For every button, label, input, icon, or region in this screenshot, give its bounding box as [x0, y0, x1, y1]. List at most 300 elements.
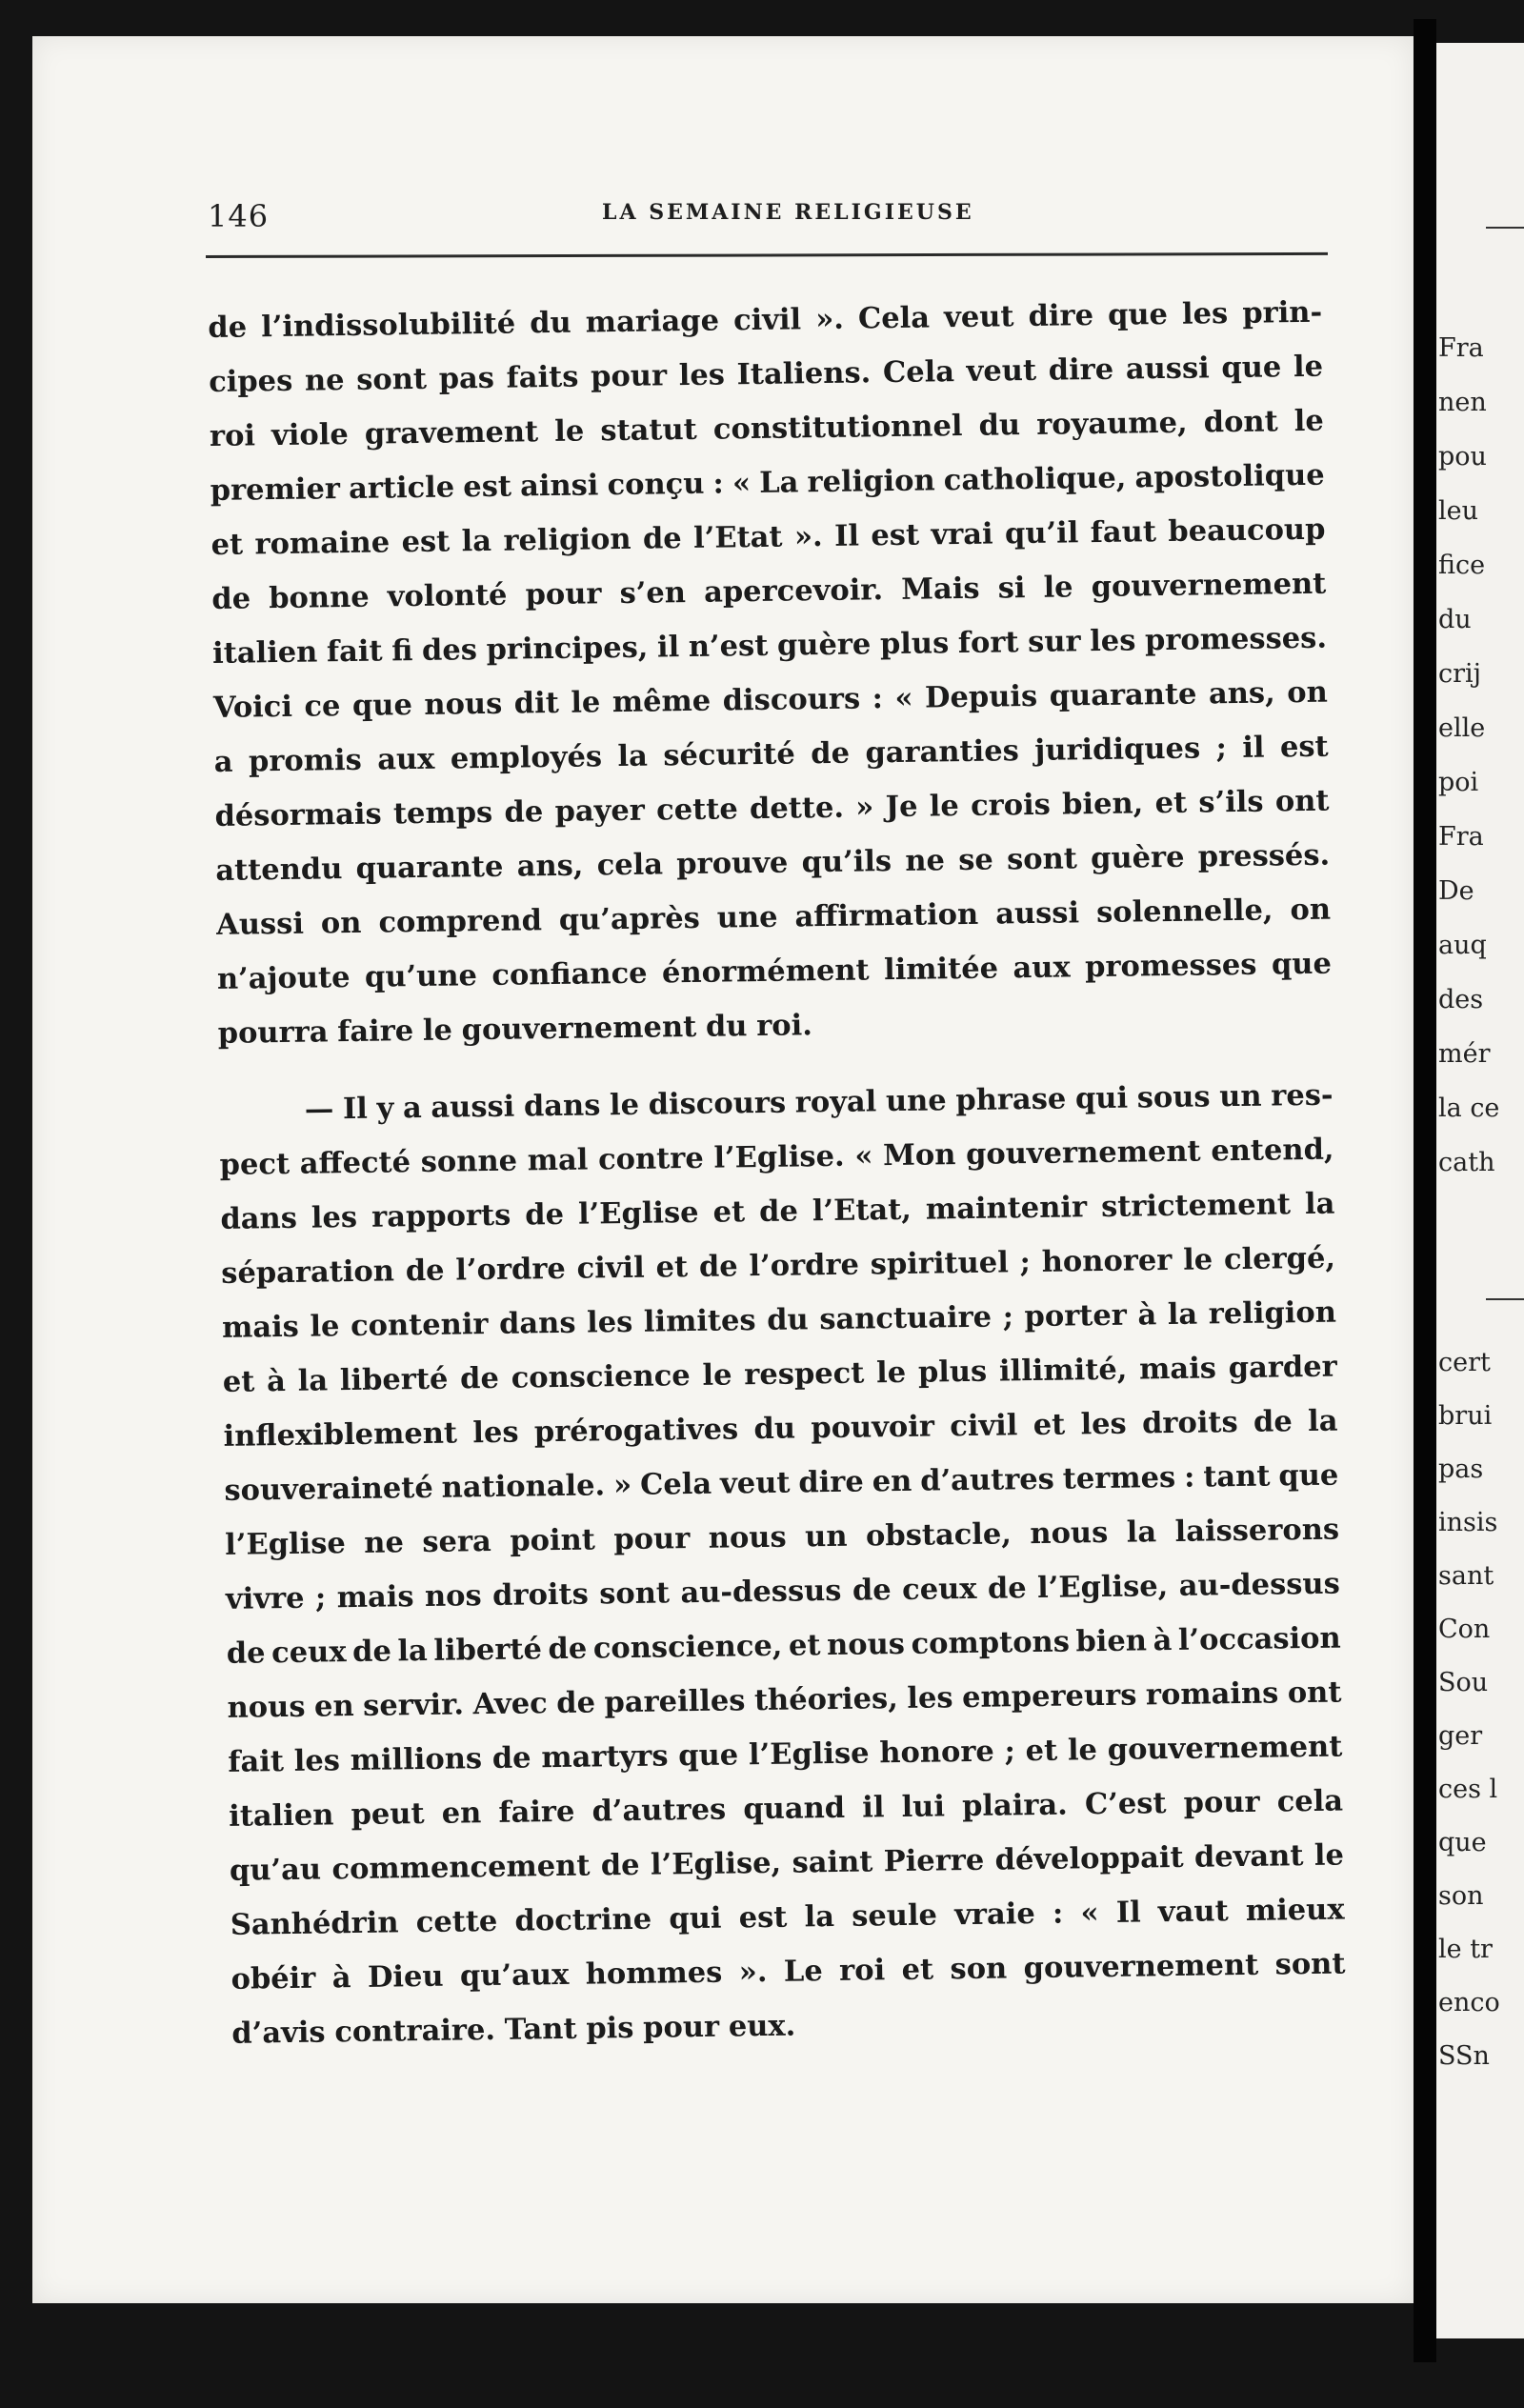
facing-page-line: enco: [1438, 1988, 1500, 2017]
word: s’ils: [1198, 784, 1264, 820]
word: et: [901, 1952, 934, 1987]
word: aux: [376, 741, 435, 777]
word: prouve: [676, 845, 789, 882]
word: de: [351, 1634, 392, 1670]
word: droits: [491, 1576, 589, 1613]
word: Mon: [882, 1137, 956, 1174]
facing-page-line: nen: [1438, 388, 1487, 417]
word: de: [555, 1685, 596, 1721]
word: guère: [1090, 839, 1185, 876]
word: ceux: [901, 1571, 977, 1607]
word: et: [211, 527, 244, 562]
word: d’avis: [231, 2015, 326, 2051]
word: ce: [304, 689, 341, 724]
word: nos: [424, 1578, 482, 1614]
word: on: [320, 905, 362, 941]
word: de: [491, 1740, 531, 1776]
word: Dieu: [367, 1958, 444, 1995]
word: l’Etat: [692, 519, 783, 555]
word: mieux: [1245, 1892, 1345, 1928]
word: gouvernement: [1107, 1729, 1343, 1767]
word: romains: [1145, 1676, 1279, 1713]
word: aussi: [1125, 351, 1210, 387]
word: :: [872, 681, 884, 716]
word: l’Eglise.: [713, 1138, 845, 1175]
word: saint: [792, 1844, 873, 1880]
word: les: [907, 1680, 953, 1716]
word: que: [1271, 946, 1333, 982]
word: Je: [885, 789, 918, 825]
word: phrase: [955, 1081, 1067, 1118]
word: porter: [1024, 1297, 1128, 1334]
word: le: [1313, 1837, 1345, 1873]
word: cipes: [208, 363, 293, 399]
word: le: [875, 1354, 907, 1391]
word: et: [222, 1364, 255, 1399]
facing-page-line: pas: [1438, 1455, 1484, 1484]
word: dire: [1028, 298, 1094, 333]
word: constitutionnel: [712, 408, 963, 447]
word: qu’aux: [459, 1956, 570, 1994]
word: veut: [719, 1465, 791, 1501]
word: le: [310, 1309, 340, 1344]
word: même: [612, 683, 712, 720]
word: Mais: [901, 571, 980, 607]
word: conscience: [511, 1358, 691, 1395]
facing-page-line: cert: [1438, 1348, 1491, 1377]
word: de: [504, 794, 544, 830]
word: volonté: [387, 577, 508, 614]
word: un: [804, 1518, 848, 1555]
word: de: [405, 1253, 445, 1289]
word: le: [1293, 403, 1325, 439]
word: vivre: [225, 1580, 305, 1616]
word: dire: [1048, 351, 1114, 388]
word: sur: [1027, 624, 1081, 660]
word: fi: [391, 633, 413, 669]
word: vraie: [953, 1896, 1035, 1933]
word: que: [1278, 1457, 1339, 1494]
facing-page-line: pou: [1438, 442, 1487, 472]
facing-page-line: ger: [1438, 1721, 1483, 1751]
word: »: [612, 1467, 632, 1503]
word: roi.: [755, 1008, 813, 1044]
word: romaine: [254, 525, 391, 562]
word: ceux: [271, 1635, 347, 1671]
paragraph: [218, 1069, 1346, 2061]
word: —: [304, 1092, 334, 1127]
word: faut: [1090, 514, 1157, 551]
word: sont: [355, 361, 428, 397]
word: ne: [304, 363, 345, 398]
word: laisserons: [1174, 1512, 1340, 1549]
facing-page-line: du: [1438, 605, 1472, 634]
word: nationale.: [441, 1468, 606, 1505]
word: de: [459, 1360, 500, 1396]
word: aussi: [431, 1089, 515, 1125]
word: rapports: [371, 1197, 511, 1234]
word: il: [656, 630, 680, 665]
word: développait: [994, 1839, 1184, 1877]
word: les: [678, 357, 726, 393]
word: et: [1025, 1733, 1058, 1769]
facing-page-line: Con: [1438, 1615, 1491, 1644]
word: comprend: [378, 903, 543, 940]
word: conçu: [607, 466, 705, 503]
word: séparation: [221, 1254, 395, 1291]
word: apercevoir.: [703, 572, 884, 610]
word: martyrs: [541, 1738, 669, 1776]
word: :: [712, 466, 725, 501]
word: de: [208, 310, 248, 345]
word: le: [1293, 349, 1324, 385]
word: du: [978, 408, 1021, 443]
word: l’indissolubilité: [260, 306, 516, 345]
facing-page-line: auq: [1438, 931, 1487, 960]
word: liberté: [433, 1632, 543, 1668]
word: le: [422, 1013, 453, 1048]
word: aux: [1013, 950, 1071, 986]
word: beaucoup: [1168, 512, 1326, 549]
word: commencement: [331, 1848, 591, 1887]
word: s’en: [619, 575, 687, 611]
word: et: [1154, 785, 1188, 821]
word: eux.: [728, 2008, 796, 2044]
word: des: [421, 632, 478, 668]
word: guère: [776, 627, 872, 663]
word: ;: [1002, 1299, 1014, 1334]
word: que: [351, 688, 413, 723]
word: italien: [228, 1797, 334, 1834]
word: limites: [643, 1303, 756, 1339]
word: de: [525, 1196, 565, 1233]
word: si: [997, 571, 1026, 606]
word: les: [586, 1304, 633, 1340]
word: nous: [708, 1519, 787, 1555]
word: seule: [851, 1897, 938, 1934]
word: ;: [1004, 1734, 1016, 1769]
word: et: [788, 1628, 821, 1663]
word: le: [554, 413, 585, 449]
word: mais: [221, 1309, 300, 1345]
word: religion: [1208, 1294, 1337, 1332]
facing-page-line: elle: [1438, 713, 1486, 743]
word: à: [331, 1960, 351, 1996]
facing-page-line: insis: [1438, 1508, 1498, 1537]
facing-page-line: poi: [1438, 768, 1479, 797]
word: faits: [506, 359, 579, 395]
word: «: [1080, 1896, 1099, 1931]
word: plus: [879, 626, 950, 662]
word: fait: [326, 633, 383, 670]
word: promesses: [1084, 947, 1257, 985]
word: ;: [314, 1580, 327, 1615]
word: désormais: [214, 796, 382, 833]
word: catholique,: [943, 460, 1127, 498]
word: l’Eglise: [748, 1736, 870, 1773]
word: royaume,: [1035, 405, 1188, 442]
word: inflexiblement: [223, 1415, 458, 1454]
word: le: [1182, 1242, 1213, 1277]
word: obstacle,: [865, 1516, 1013, 1554]
word: les: [311, 1199, 358, 1235]
word: payer: [554, 793, 646, 829]
facing-page-line: le tr: [1438, 1935, 1493, 1964]
word: que: [1221, 350, 1282, 386]
word: pect: [219, 1146, 291, 1182]
word: ».: [793, 519, 823, 554]
word: civil: [950, 1408, 1018, 1444]
word: article: [348, 470, 455, 506]
word: bien,: [1061, 786, 1144, 822]
word: la: [461, 523, 492, 559]
word: l’occasion: [1177, 1620, 1341, 1657]
word: faire: [336, 1013, 414, 1050]
word: qu’après: [558, 900, 701, 937]
word: promis: [248, 742, 363, 779]
word: statut: [600, 411, 698, 449]
word: il: [1242, 730, 1265, 765]
word: gouvernement: [1091, 566, 1327, 605]
word: viole: [271, 416, 350, 453]
word: gouvernement: [461, 1009, 697, 1048]
word: pouvoir: [811, 1409, 935, 1446]
word: l’Eglise,: [650, 1845, 782, 1882]
word: mais: [336, 1579, 414, 1615]
word: qui: [1074, 1080, 1129, 1116]
word: dans: [220, 1200, 298, 1236]
word: gravement: [364, 414, 539, 452]
word: l’ordre: [455, 1251, 567, 1288]
word: comptons: [911, 1624, 1071, 1661]
word: Cela: [857, 300, 931, 336]
word: la: [397, 1633, 429, 1669]
word: res-: [1271, 1077, 1334, 1114]
word: on: [1290, 892, 1332, 928]
word: qu’ils: [801, 844, 892, 880]
word: de: [1253, 1404, 1293, 1439]
facing-page-line: brui: [1438, 1401, 1493, 1431]
word: sonne: [420, 1143, 518, 1179]
word: de: [811, 735, 851, 772]
facing-page-rule: [1486, 1298, 1524, 1300]
word: sécurité: [663, 736, 796, 773]
word: l’ordre: [749, 1247, 860, 1284]
word: la: [297, 1363, 329, 1398]
word: d’autres: [919, 1461, 1055, 1498]
word: honore: [879, 1734, 995, 1771]
word: apostolique: [1134, 457, 1325, 495]
word: garanties: [865, 733, 1020, 771]
word: La: [758, 465, 799, 500]
word: sont: [598, 1575, 671, 1612]
word: termes: [1062, 1459, 1176, 1496]
word: entend,: [1211, 1132, 1334, 1169]
word: contenir: [350, 1306, 489, 1344]
word: temps: [392, 794, 493, 832]
word: le: [702, 1357, 732, 1393]
word: Le: [783, 1954, 823, 1989]
word: ainsi: [519, 468, 599, 504]
word: quarante: [1049, 676, 1197, 713]
word: discours: [722, 681, 861, 718]
word: millions: [350, 1741, 483, 1778]
page-number: 146: [208, 198, 270, 234]
word: pis: [586, 2010, 634, 2046]
word: roi: [209, 418, 256, 453]
word: garder: [1228, 1349, 1337, 1386]
word: est: [401, 524, 451, 560]
word: principes,: [486, 630, 649, 667]
word: l’Eglise: [577, 1194, 699, 1232]
word: sous: [1136, 1079, 1211, 1115]
word: pour: [590, 358, 668, 394]
facing-page-edge: [1436, 43, 1524, 2338]
word: a: [402, 1090, 422, 1126]
word: affecté: [299, 1145, 411, 1181]
word: de: [758, 1194, 799, 1230]
facing-page-line: SSn: [1438, 2041, 1490, 2071]
word: et: [655, 1250, 689, 1285]
word: lui: [901, 1789, 946, 1824]
word: roi: [838, 1953, 886, 1988]
word: empereurs: [961, 1677, 1137, 1716]
word: à: [266, 1363, 287, 1399]
word: liberté: [339, 1361, 449, 1398]
word: plaira.: [961, 1787, 1069, 1824]
word: et: [712, 1194, 746, 1230]
word: prérogatives: [533, 1412, 739, 1450]
word: spirituel: [870, 1245, 1010, 1282]
word: qu’il: [1004, 515, 1079, 552]
word: le: [1043, 570, 1073, 605]
word: sont: [1006, 841, 1078, 877]
word: l’Eglise,: [1036, 1569, 1169, 1605]
word: les: [293, 1743, 341, 1778]
word: quarante: [355, 849, 504, 886]
body-text: [208, 286, 1347, 2061]
word: Sanhédrin: [230, 1905, 399, 1942]
facing-page-line: sant: [1438, 1561, 1494, 1591]
word: peut: [351, 1796, 425, 1833]
word: Cela: [639, 1466, 712, 1502]
word: est: [463, 469, 512, 505]
word: employés: [450, 739, 603, 776]
word: en: [441, 1796, 482, 1831]
word: droits: [1141, 1405, 1238, 1441]
word: l’Eglise: [224, 1526, 347, 1562]
word: honorer: [1041, 1242, 1173, 1279]
word: dans: [523, 1088, 601, 1124]
word: pour: [1183, 1784, 1260, 1820]
word: ans,: [516, 848, 584, 884]
word: point: [510, 1522, 596, 1558]
word: de: [642, 521, 682, 556]
word: nous: [1030, 1515, 1109, 1552]
word: en: [872, 1463, 912, 1499]
word: pourra: [217, 1014, 329, 1051]
word: du: [529, 305, 572, 341]
word: servir.: [362, 1687, 465, 1723]
facing-page-line: la ce: [1438, 1094, 1500, 1123]
word: a: [213, 744, 233, 779]
word: :: [1183, 1459, 1195, 1495]
word: le: [571, 685, 601, 720]
word: et: [1033, 1407, 1066, 1443]
word: Il: [1115, 1895, 1141, 1930]
word: la: [1167, 1296, 1198, 1333]
word: ;: [1215, 731, 1228, 766]
word: religion: [807, 463, 935, 500]
word: bien: [1075, 1623, 1148, 1659]
word: de: [698, 1249, 738, 1284]
word: y: [376, 1091, 394, 1126]
word: italien: [211, 634, 318, 671]
word: cette: [415, 1903, 498, 1940]
word: «: [732, 466, 752, 501]
word: on: [1286, 674, 1329, 711]
word: une: [885, 1083, 947, 1119]
word: à: [1153, 1623, 1173, 1658]
word: Il: [833, 518, 860, 553]
word: clergé,: [1223, 1240, 1336, 1277]
word: pareilles: [604, 1683, 746, 1720]
word: fait: [228, 1744, 285, 1779]
facing-page-line: De: [1438, 876, 1474, 906]
facing-page-line: que: [1438, 1828, 1487, 1857]
word: faire: [498, 1794, 575, 1830]
word: juridiques: [1034, 731, 1201, 768]
word: respect: [744, 1355, 865, 1393]
word: pour: [525, 576, 602, 612]
word: ;: [1019, 1245, 1032, 1280]
word: la: [1304, 1186, 1335, 1222]
word: la: [1126, 1515, 1157, 1550]
word: Aussi: [215, 906, 305, 942]
word: ans,: [1208, 675, 1275, 712]
word: civil: [576, 1250, 645, 1286]
word: au-dessus: [1178, 1566, 1341, 1603]
word: Pierre: [883, 1842, 985, 1879]
word: nous: [826, 1626, 906, 1663]
word: Voici: [212, 689, 293, 725]
word: pour: [613, 1521, 691, 1557]
word: énormément: [661, 953, 870, 991]
facing-page-rule: [1486, 227, 1524, 229]
word: affirmation: [794, 896, 979, 934]
word: du: [753, 1411, 796, 1447]
word: de: [852, 1573, 892, 1608]
word: Italiens.: [736, 355, 872, 392]
word: dire: [798, 1464, 865, 1500]
word: gouvernement: [1023, 1947, 1259, 1986]
word: crois: [970, 787, 1052, 823]
word: premier: [210, 472, 341, 508]
word: du: [766, 1302, 809, 1337]
word: religion: [503, 521, 632, 558]
facing-page-line: mér: [1438, 1039, 1491, 1069]
word: contraire.: [334, 2012, 496, 2050]
word: les: [1089, 623, 1136, 659]
word: royal: [794, 1084, 877, 1120]
word: une: [716, 899, 778, 935]
word: pressés.: [1197, 837, 1331, 874]
word: que: [1107, 296, 1169, 332]
word: n’est: [688, 628, 769, 664]
word: la: [804, 1898, 835, 1935]
word: vaut: [1157, 1894, 1229, 1930]
word: Cela: [882, 354, 955, 391]
